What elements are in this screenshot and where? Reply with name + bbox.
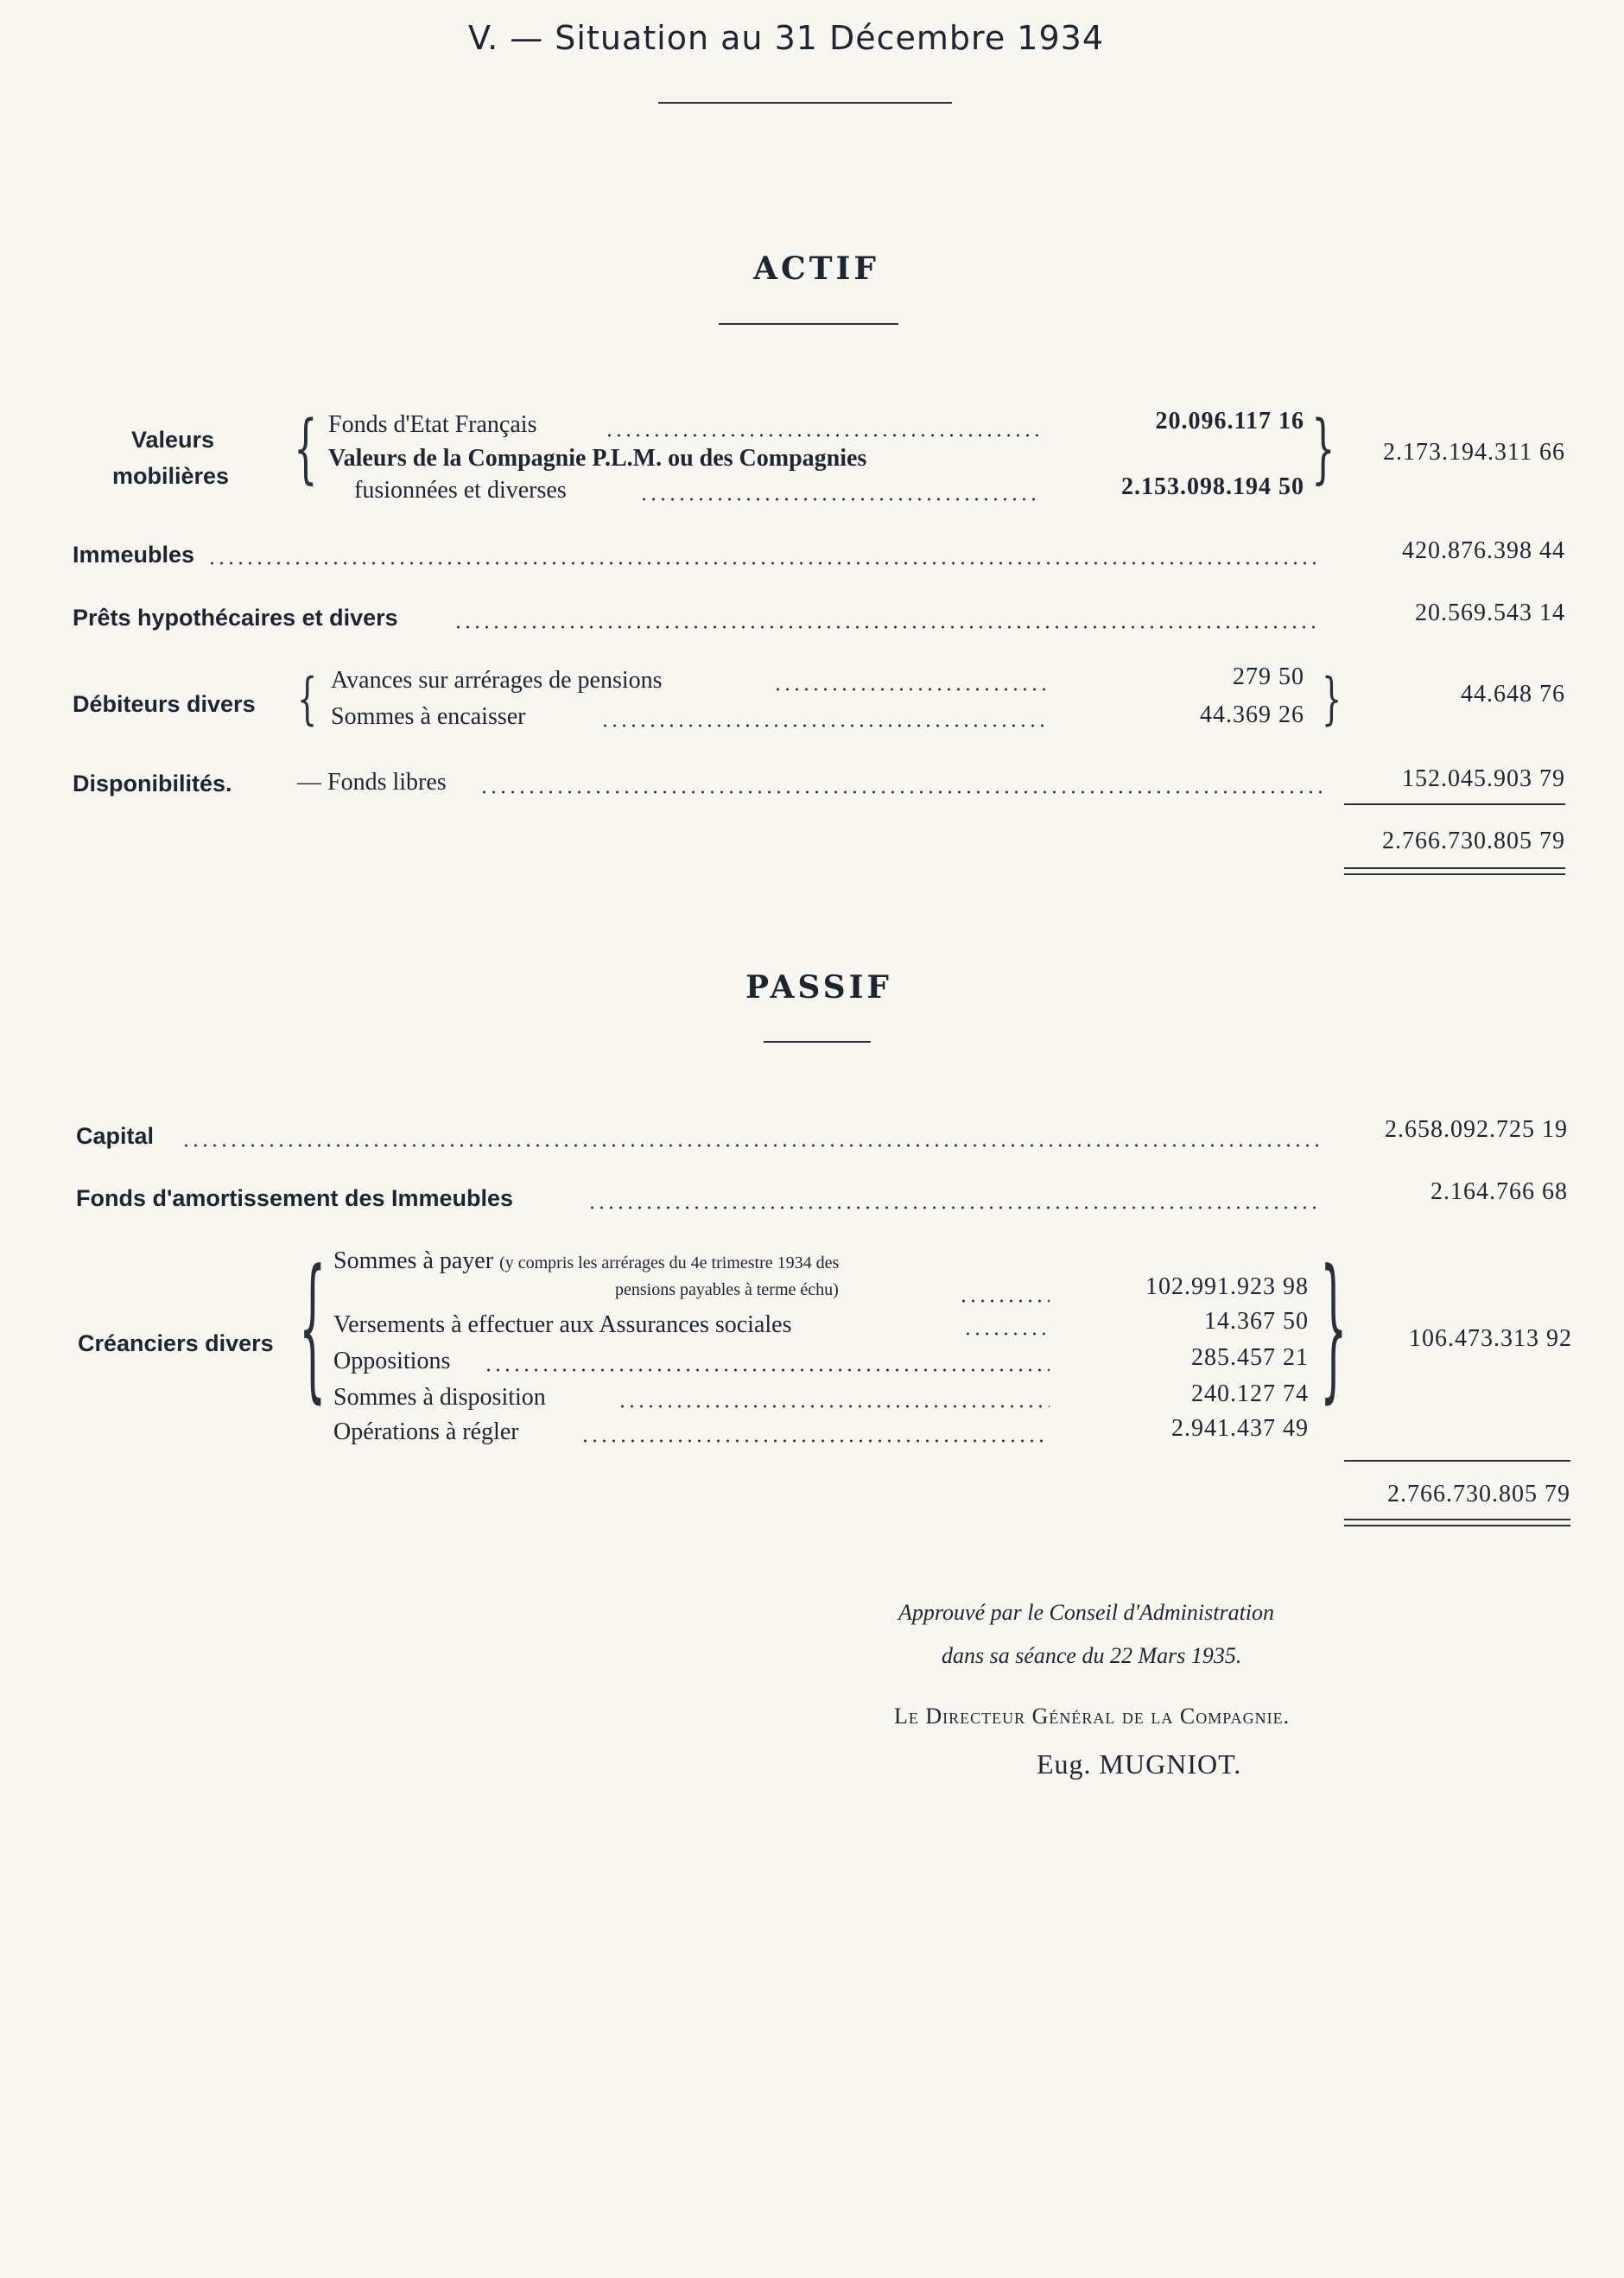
passif-heading: PASSIF xyxy=(745,969,892,1006)
capital-label: Capital xyxy=(76,1123,155,1149)
actif-underline xyxy=(719,323,898,325)
leader-dots xyxy=(479,773,1322,794)
title-underline xyxy=(658,102,952,104)
signatory-title: Le Directeur Général de la Compagnie. xyxy=(894,1704,1291,1729)
fonds-etat-label: Fonds d'Etat Français xyxy=(328,411,537,438)
oppositions-label: Oppositions xyxy=(333,1348,451,1374)
total-rule-top xyxy=(1344,1519,1570,1520)
capital-amount: 2.658.092.725 19 xyxy=(1385,1116,1568,1143)
valeurs-plm-label-2: fusionnées et diverses xyxy=(354,477,567,504)
actif-total: 2.766.730.805 79 xyxy=(1382,828,1565,854)
sommes-disposition-amount: 240.127 74 xyxy=(1191,1380,1309,1407)
valeurs-label-2: mobilières xyxy=(112,463,230,489)
approval-line-1: Approuvé par le Conseil d'Administration xyxy=(898,1600,1275,1625)
valeurs-right-brace: } xyxy=(1311,404,1335,493)
disponibilites-label: Disponibilités. xyxy=(73,771,232,796)
valeurs-plm-label-1: Valeurs de la Compagnie P.L.M. ou des Compagnies xyxy=(328,445,867,472)
signatory-name: Eug. MUGNIOT. xyxy=(1037,1748,1242,1780)
prets-label: Prêts hypothécaires et divers xyxy=(73,605,398,631)
fonds-amortissement-amount: 2.164.766 68 xyxy=(1431,1178,1568,1205)
valeurs-left-brace: { xyxy=(294,404,318,493)
total-rule-bottom xyxy=(1344,873,1565,875)
sum-rule xyxy=(1344,803,1565,805)
leader-dots xyxy=(600,707,1050,727)
fonds-amortissement-label: Fonds d'amortissement des Immeubles xyxy=(76,1185,514,1211)
avances-amount: 279 50 xyxy=(1233,663,1304,690)
total-rule-bottom xyxy=(1344,1525,1570,1526)
operations-amount: 2.941.437 49 xyxy=(1171,1415,1309,1442)
passif-total: 2.766.730.805 79 xyxy=(1387,1481,1570,1507)
leader-dots xyxy=(959,1282,1050,1303)
immeubles-amount: 420.876.398 44 xyxy=(1402,537,1565,564)
debiteurs-total: 44.648 76 xyxy=(1461,681,1565,708)
sommes-payer-note-2: pensions payables à terme échu) xyxy=(615,1280,839,1299)
valeurs-plm-amount: 2.153.098.194 50 xyxy=(1121,473,1304,500)
sommes-payer-label xyxy=(333,1247,839,1275)
total-rule-top xyxy=(1344,867,1565,869)
valeurs-label-1: Valeurs xyxy=(131,427,215,453)
sommes-payer-amount: 102.991.923 98 xyxy=(1145,1273,1309,1300)
page-title: V. — Situation au 31 Décembre 1934 xyxy=(467,19,1105,57)
sum-rule xyxy=(1344,1460,1570,1462)
creanciers-left-brace: { xyxy=(299,1237,327,1418)
debiteurs-right-brace: } xyxy=(1322,667,1342,732)
immeubles-label: Immeubles xyxy=(73,542,195,568)
sommes-payer-note-1: (y compris les arrérages du 4e trimestre 1934 des xyxy=(499,1253,840,1272)
prets-amount: 20.569.543 14 xyxy=(1415,600,1565,626)
leader-dots xyxy=(207,544,1322,565)
creanciers-right-brace: } xyxy=(1320,1237,1348,1418)
creanciers-label: Créanciers divers xyxy=(78,1330,274,1356)
valeurs-total: 2.173.194.311 66 xyxy=(1383,439,1565,466)
oppositions-amount: 285.457 21 xyxy=(1191,1344,1309,1371)
sommes-encaisser-label: Sommes à encaisser xyxy=(331,703,526,730)
leader-dots xyxy=(773,670,1050,691)
debiteurs-left-brace: { xyxy=(297,667,318,732)
actif-heading: ACTIF xyxy=(753,251,879,287)
disponibilites-sub: — Fonds libres xyxy=(297,769,447,796)
fonds-etat-amount: 20.096.117 16 xyxy=(1155,408,1304,435)
leader-dots xyxy=(587,1189,1322,1209)
leader-dots xyxy=(605,416,1041,437)
leader-dots xyxy=(580,1422,1050,1443)
sommes-payer-text: Sommes à payer xyxy=(333,1247,494,1274)
leader-dots xyxy=(639,480,1041,501)
operations-label: Opérations à régler xyxy=(333,1418,519,1445)
sommes-encaisser-amount: 44.369 26 xyxy=(1200,701,1304,728)
creanciers-total: 106.473.313 92 xyxy=(1409,1325,1572,1352)
disponibilites-amount: 152.045.903 79 xyxy=(1402,765,1565,792)
leader-dots xyxy=(963,1315,1050,1336)
avances-label: Avances sur arrérages de pensions xyxy=(331,667,663,694)
versements-amount: 14.367 50 xyxy=(1204,1308,1309,1335)
leader-dots xyxy=(484,1351,1050,1372)
approval-line-2: dans sa séance du 22 Mars 1935. xyxy=(942,1643,1242,1668)
versements-label: Versements à effectuer aux Assurances sociales xyxy=(333,1311,792,1338)
sommes-disposition-label: Sommes à disposition xyxy=(333,1384,546,1411)
leader-dots xyxy=(618,1387,1050,1408)
passif-underline xyxy=(764,1041,871,1043)
leader-dots xyxy=(454,608,1322,629)
debiteurs-label: Débiteurs divers xyxy=(73,691,256,717)
leader-dots xyxy=(181,1126,1322,1147)
